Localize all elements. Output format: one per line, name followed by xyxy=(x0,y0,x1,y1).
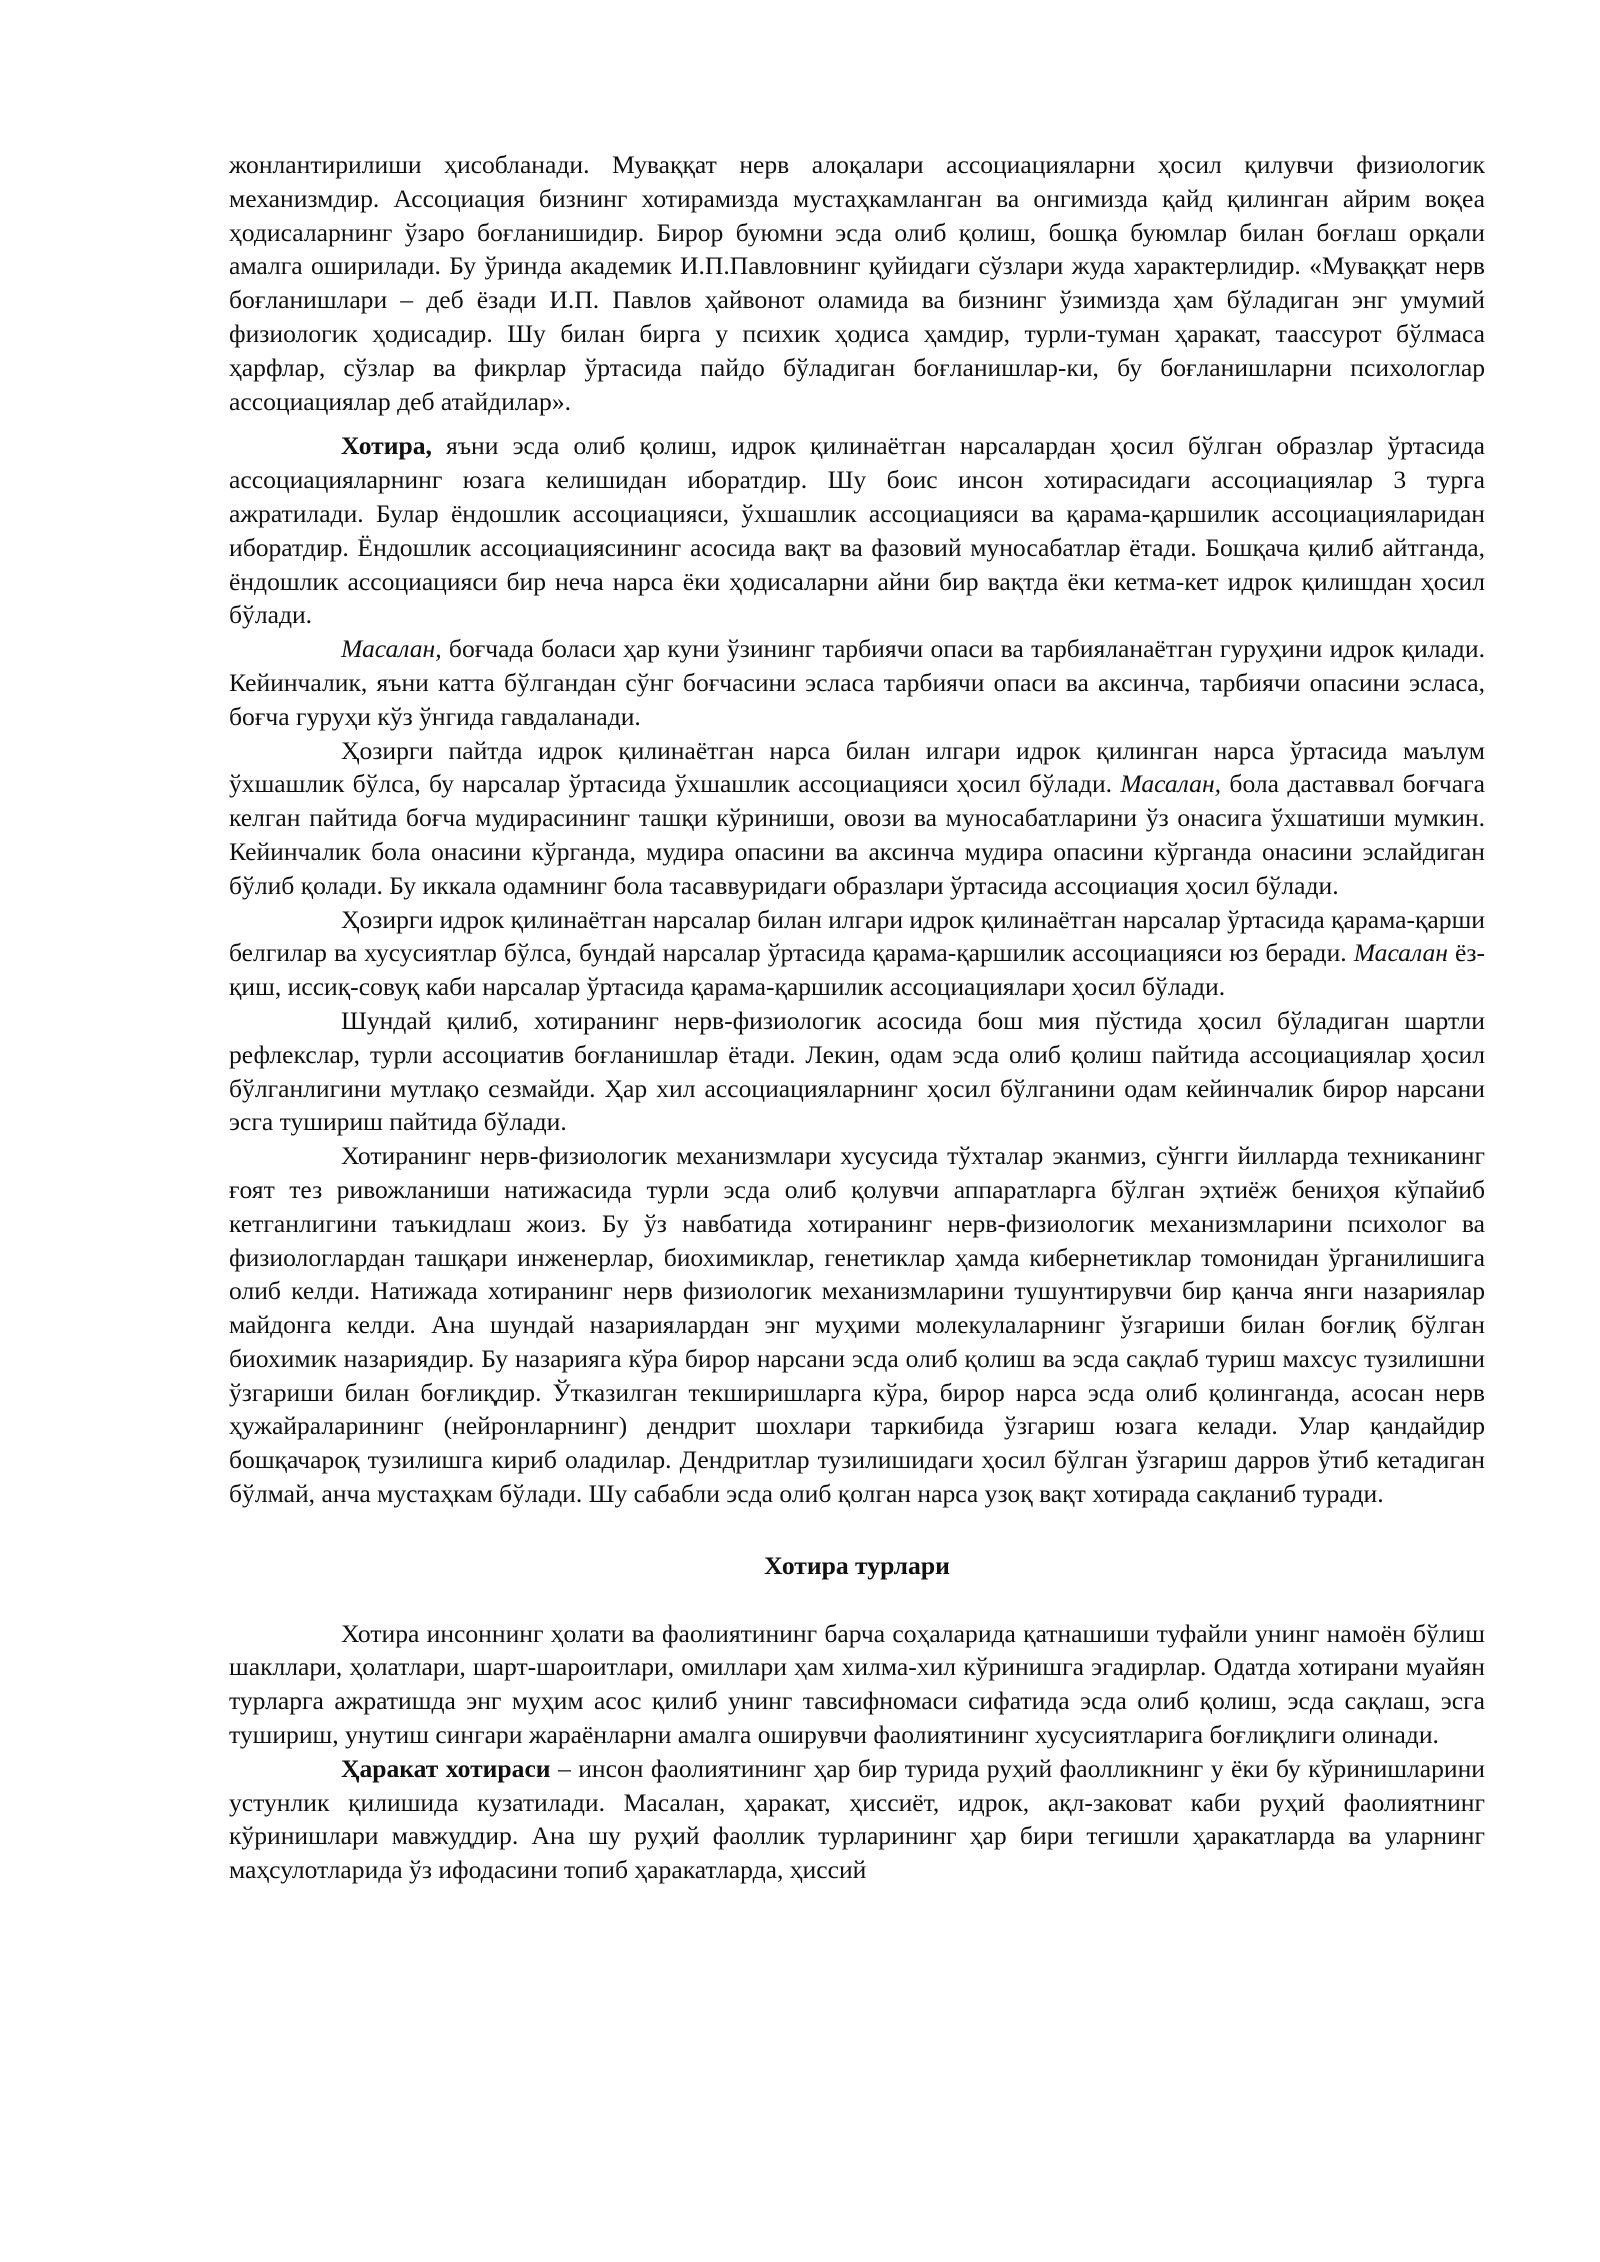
paragraph-contrast-text-a: Ҳозирги идрок қилинаётган нарсалар билан илгари идрок қилинаётган нарсалар ўртасида қарама-қарши белгилар ва хусусиятлар бўлса, бундай нарсалар ўртасида қарама-қаршилик ассоциацияси юз беради. xyxy=(229,904,1485,968)
paragraph-memory-definition xyxy=(229,429,1485,632)
paragraph-similarity-association xyxy=(229,734,1485,903)
paragraph-contrast-text-b: ёз-қиш, иссиқ-совуқ каби нарсалар ўртасида қарама-қаршилик ассоциациялари ҳосил бўлади. xyxy=(229,938,1485,1002)
paragraph-associations-intro: жонлантирилиши ҳисобланади. Муваққат нерв алоқалари ассоциацияларни ҳосил қилувчи физиологик механизмдир. Ассоциация бизнинг хотирамизда мустаҳкамланган ва онгимизда қайд қилинган айрим воқеа ҳодисаларнинг ўзаро боғланишидир. Бирор буюмни эсда олиб қолиш, бошқа буюмлар билан боғлаш орқали амалга оширилади. Бу ўринда академик И.П.Павловнинг қуйидаги сўзлари жуда характерлидир. «Муваққат нерв боғланишлари – деб ёзади И.П. Павлов ҳайвонот оламида ва бизнинг ўзимизда ҳам бўладиган энг умумий физиологик ҳодисадир. Шу билан бирга у психик ҳодиса ҳамдир, турли-туман ҳаракат, таассурот бўлмаса ҳарфлар, сўзлар ва фикрлар ўртасида пайдо бўладиган боғланишлар-ки, бу боғланишларни психологлар ассоциациялар деб атайдилар». xyxy=(229,150,1485,416)
term-memory: Хотира, xyxy=(341,431,432,461)
paragraph-adjacency-example-text: боғчада боласи ҳар куни ўзининг тарбиячи опаси ва тарбияланаётган гуруҳини идрок қилади. Кейинчалик, яъни катта бўлгандан сўнг боғчасини эсласа тарбиячи опаси ва аксинча, тарбиячи опасини эсласа, боғча гуруҳи кўз ўнгида гавдаланади. xyxy=(229,634,1485,731)
paragraph-similarity-text-a: Ҳозирги пайтда идрок қилинаётган нарса билан илгари идрок қилинган нарса ўртасида маълум ўхшашлик бўлса, бу нарсалар ўртасида ўхшашлик ассоциацияси ҳосил бўлади. xyxy=(229,735,1485,799)
example-marker: Масалан, xyxy=(341,634,442,664)
paragraph-similarity-text-b: бола даставвал боғчага келган пайтида боғча мудирасининг ташқи кўриниши, овози ва муносабатларини ўз онасига ўхшатиши мумкин. Кейинчалик бола онасини кўрганда, мудира опасини ва аксинча мудира опасини кўрганда онасини эслайдиган бўлиб қолади. Бу иккала одамнинг бола тасаввуридаги образлари ўртасида ассоциация ҳосил бўлади. xyxy=(229,769,1485,900)
paragraph-contrast-association xyxy=(229,903,1485,1004)
term-motor-memory: Ҳаракат хотираси xyxy=(341,1753,551,1783)
example-marker: Масалан xyxy=(1353,938,1448,968)
document-page xyxy=(229,148,1485,1887)
paragraph-motor-memory xyxy=(229,1752,1485,1887)
example-marker: Масалан, xyxy=(1120,769,1222,799)
paragraph-adjacency-example xyxy=(229,632,1485,733)
paragraph-biochemical-theory: Хотиранинг нерв-физиологик механизмлари хусусида тўхталар эканмиз, сўнгги йилларда техниканинг ғоят тез ривожланиши натижасида турли эсда олиб қолувчи аппаратларга бўлган эҳтиёж бениҳоя кўпайиб кетганлигини таъкидлаш жоиз. Бу ўз навбатида хотиранинг нерв-физиологик механизмларини психолог ва физиологлардан ташқари инженерлар, биохимиклар, генетиклар ҳамда кибернетиклар томонидан ўрганилишига олиб келди. Натижада хотиранинг нерв физиологик механизмларини тушунтирувчи бир қанча янги назариялар майдонга келди. Ана шундай назариялардан энг муҳими молекулаларнинг ўзгариши билан боғлиқ бўлган биохимик назариядир. Бу назарияга кўра бирор нарсани эсда олиб қолиш ва эсда сақлаб туриш махсус тузилишни ўзгариши билан боғлиқдир. Ўтказилган текширишларга кўра, бирор нарса эсда олиб қолинганда, асосан нерв ҳужайраларининг (нейронларнинг) дендрит шохлари таркибида ўзгариш юзага келади. Улар қандайдир бошқачароқ тузилишга кириб оладилар. Дендритлар тузилишидаги ҳосил бўлган ўзгариш дарров ўтиб кетадиган бўлмай, анча мустаҳкам бўлади. Шу сабабли эсда олиб қолган нарса узоқ вақт хотирада сақланиб туради. xyxy=(229,1141,1485,1509)
paragraph-motor-memory-text: – инсон фаолиятининг ҳар бир турида руҳий фаолликнинг у ёки бу кўринишларини устунлик қилишида кузатилади. Масалан, ҳаракат, ҳиссиёт, идрок, ақл-заковат каби руҳий фаолиятнинг кўринишлари мавжуддир. Ана шу руҳий фаоллик турларининг ҳар бири тегишли ҳаракатларда ва уларнинг маҳсулотларида ўз ифодасини топиб ҳаракатларда, ҳиссий xyxy=(229,1753,1486,1885)
section-heading: Хотира турлари xyxy=(764,1550,950,1580)
paragraph-memory-types-intro: Хотира инсоннинг ҳолати ва фаолиятининг барча соҳаларида қатнашиши туфайли унинг намоён бўлиш шакллари, ҳолатлари, шарт-шароитлари, омиллари ҳам хилма-хил кўринишга эгадирлар. Одатда хотирани муайян турларга ажратишда энг муҳим асос қилиб унинг тавсифномаси сифатида эсда олиб қолиш, эсда сақлаш, эсга тушириш, унутиш сингари жараёнларни амалга оширувчи фаолиятининг хусусиятларига боғлиқлиги олинади. xyxy=(229,1618,1485,1750)
paragraph-memory-definition-text: яъни эсда олиб қолиш, идрок қилинаётган нарсалардан ҳосил бўлган образлар ўртасида ассоциацияларнинг юзага келишидан иборатдир. Шу боис инсон хотирасидаги ассоциациялар 3 турга ажратилади. Булар ёндошлик ассоциацияси, ўхшашлик ассоциацияси ва қарама-қаршилик ассоциацияларидан иборатдир. Ёндошлик ассоциациясининг асосида вақт ва фазовий муносабатлар ётади. Бошқача қилиб айтганда, ёндошлик ассоциацияси бир неча нарса ёки ҳодисаларни айни бир вақтда ёки кетма-кет идрок қилишдан ҳосил бўлади. xyxy=(229,431,1485,630)
paragraph-conclusion: Шундай қилиб, хотиранинг нерв-физиологик асосида бош мия пўстида ҳосил бўладиган шартли рефлекслар, турли ассоциатив боғланишлар ётади. Лекин, одам эсда олиб қолиш пайтида ассоциациялар ҳосил бўлганлигини мутлақо сезмайди. Ҳар хил ассоциацияларнинг ҳосил бўлганини одам кейинчалик бирор нарсани эсга тушириш пайтида бўлади. xyxy=(229,1005,1485,1137)
